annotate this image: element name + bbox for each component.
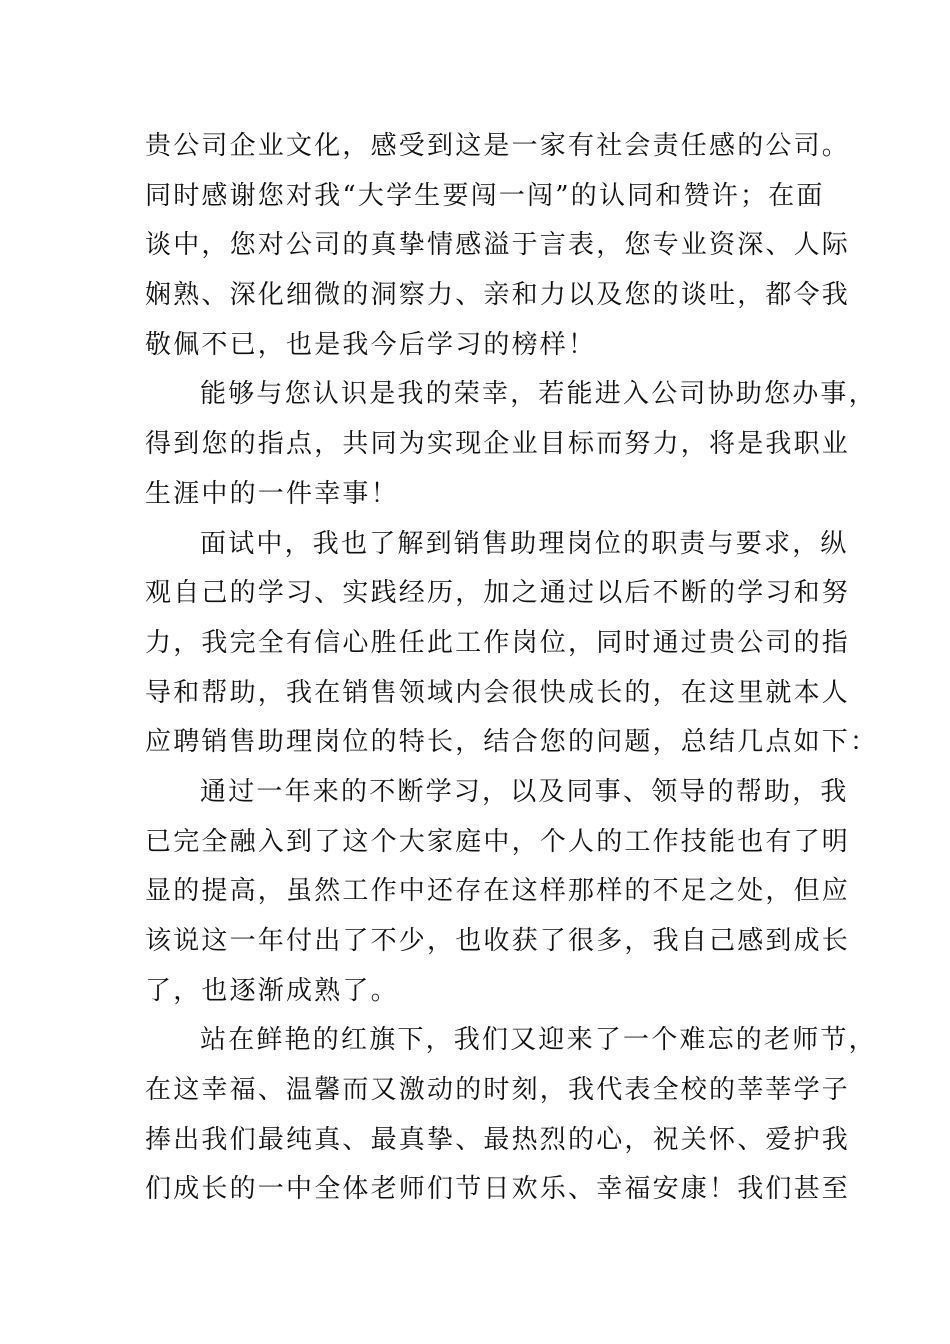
- text-line: 该说这一年付出了不少，也收获了很多，我自己感到成长: [145, 926, 851, 956]
- paragraph-first-line: 能够与您认识是我的荣幸，若能进入公司协助您办事，: [200, 379, 877, 410]
- paragraph-first-line: 通过一年来的不断学习，以及同事、领导的帮助，我: [200, 776, 849, 807]
- paragraph-first-line: 站在鲜艳的红旗下，我们又迎来了一个难忘的老师节，: [200, 1025, 877, 1056]
- text-line: 敬佩不已，也是我今后学习的榜样！: [145, 329, 597, 360]
- text-line: 同时感谢您对我“大学生要闯一闯”的认同和赞许；在面: [145, 180, 825, 211]
- text-line: 已完全融入到了这个大家庭中，个人的工作技能也有了明: [145, 826, 851, 857]
- text-line: 应聘销售助理岗位的特长，结合您的问题，总结几点如下：: [145, 727, 879, 758]
- text-line: 显的提高，虽然工作中还存在这样那样的不足之处，但应: [145, 876, 851, 907]
- document-body: [145, 122, 879, 1215]
- text-line: 娴熟、深化细微的洞察力、亲和力以及您的谈吐，都令我: [145, 280, 851, 311]
- text-line: 捧出我们最纯真、最真挚、最热烈的心，祝关怀、爱护我: [145, 1124, 851, 1155]
- text-line: 生涯中的一件幸事！: [145, 478, 399, 509]
- text-line: 谈中，您对公司的真挚情感溢于言表，您专业资深、人际: [145, 230, 851, 261]
- text-line: 在这幸福、温馨而又激动的时刻，我代表全校的莘莘学子: [145, 1075, 851, 1106]
- text-line: 导和帮助，我在销售领域内会很快成长的，在这里就本人: [145, 677, 851, 708]
- text-line: 观自己的学习、实践经历，加之通过以后不断的学习和努: [145, 578, 851, 609]
- text-line: 贵公司企业文化，感受到这是一家有社会责任感的公司。: [145, 131, 851, 161]
- text-line: 力，我完全有信心胜任此工作岗位，同时通过贵公司的指: [145, 627, 851, 658]
- text-line: 们成长的一中全体老师们节日欢乐、幸福安康！我们甚至: [145, 1174, 851, 1205]
- text-line: 得到您的指点，共同为实现企业目标而努力，将是我职业: [145, 429, 851, 460]
- paragraph-first-line: 面试中，我也了解到销售助理岗位的职责与要求，纵: [200, 528, 849, 559]
- text-line: 了，也逐渐成熟了。: [145, 975, 399, 1006]
